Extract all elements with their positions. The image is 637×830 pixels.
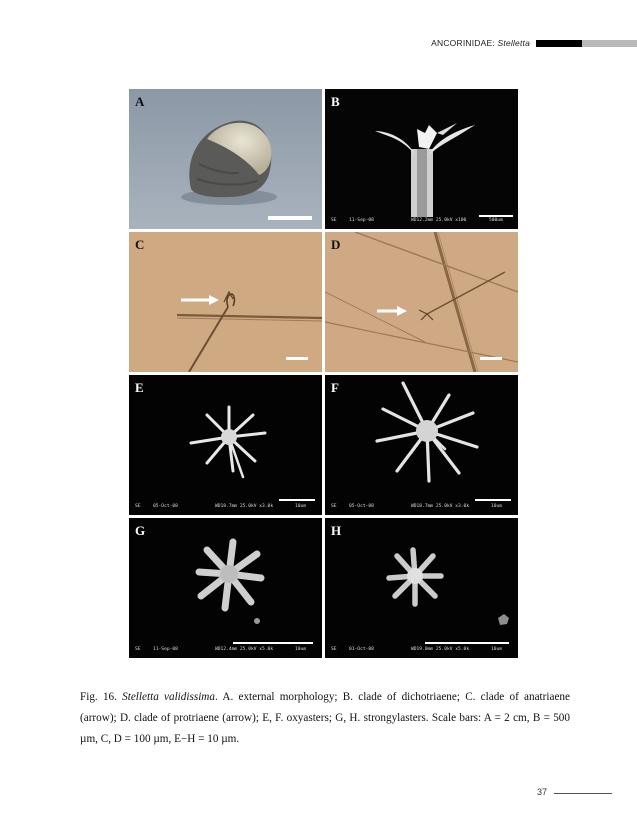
oxyaster-sem (129, 375, 322, 515)
dichotriaene-sem (325, 89, 518, 229)
header-black-bar (536, 40, 582, 47)
figure-panel-f (325, 375, 518, 515)
figure-panel-a (129, 89, 322, 229)
protriaene-micrograph (325, 232, 518, 372)
panel-label: B (331, 94, 340, 109)
oxyaster-sem-large (325, 375, 518, 515)
footer-rule (554, 793, 612, 794)
running-header-text: ANCORINIDAE: Stelletta (431, 38, 530, 48)
page-number: 37 (537, 787, 548, 797)
header-gray-bar (582, 40, 637, 47)
strongylaster-sem (129, 518, 322, 658)
figure-panel-c (129, 232, 322, 372)
panel-label: C (135, 237, 145, 252)
panel-label: G (135, 523, 146, 538)
specimen-photo (129, 89, 322, 229)
sem-info-bar: SE 11-Sep-08 WD12.2mm 25.0kV x100 500um (331, 218, 503, 223)
figure-panel-h (325, 518, 518, 658)
running-header (431, 36, 637, 50)
figure-panel-b (325, 89, 518, 229)
sem-info-bar: SE 05-Oct-08 WD18.7mm 25.0kV x3.0k 10um (135, 504, 307, 509)
panel-label: A (135, 94, 145, 109)
figure-panel-d (325, 232, 518, 372)
sem-info-bar: SE 01-Oct-08 WD19.0mm 25.0kV x5.0k 10um (331, 647, 503, 652)
panel-label: E (135, 380, 144, 395)
figure-panel-g (129, 518, 322, 658)
figure-panel-e (129, 375, 322, 515)
panel-label: F (331, 380, 339, 395)
anatriaene-micrograph (129, 232, 322, 372)
sem-info-bar: SE 11-Sep-08 WD12.4mm 25.0kV x5.0k 10um (135, 647, 307, 652)
strongylaster-sem-small (325, 518, 518, 658)
panel-label: H (331, 523, 342, 538)
panel-label: D (331, 237, 341, 252)
figure-caption: Fig. 16. Stelletta validissima. A. external morphology; B. clade of dichotriaene; C. clade of anatriaene (arrow); D. clade of protriaene (arrow); E, F. oxyasters; G, H. strongylasters. Scale bars: A = 2 cm, B = 500 µm, C, D = 100 µm, E−H = 10 µm. (80, 691, 570, 746)
sem-info-bar: SE 05-Oct-08 WD18.7mm 25.0kV x3.0k 10um (331, 504, 503, 509)
